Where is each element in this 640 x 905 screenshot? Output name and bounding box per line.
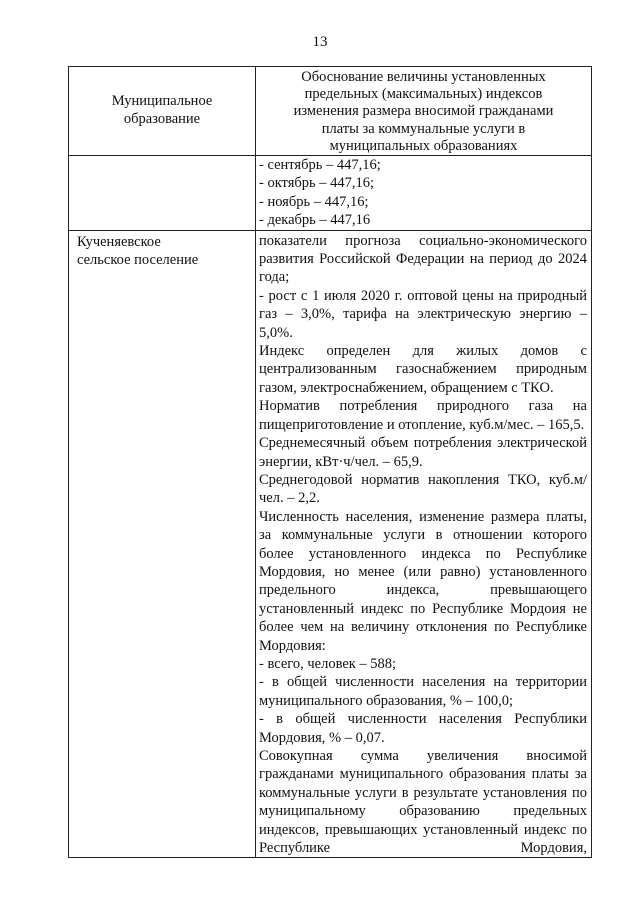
- list-item: - декабрь – 447,16: [259, 212, 371, 229]
- municipality-justification: [256, 230, 592, 858]
- paragraph: - всего, человек – 588;: [259, 655, 397, 672]
- paragraph: - в общей численности населения Республики Мордовия, % – 0,07.: [259, 711, 587, 746]
- list-item: - сентябрь – 447,16;: [259, 157, 381, 173]
- list-item: - октябрь – 447,16;: [259, 175, 375, 192]
- header-col2-line: платы за коммунальные услуги в: [321, 120, 526, 137]
- header-col1-line: Муниципальное: [111, 92, 213, 109]
- list-item: - ноябрь – 447,16;: [259, 193, 369, 210]
- paragraph: показатели прогноза социально-экономического развития Российской Федерации на период до 2024 года;: [259, 232, 587, 286]
- header-col2-line: Обоснование величины установленных: [301, 69, 546, 85]
- header-col2-line: муниципальных образованиях: [329, 137, 518, 154]
- paragraph: Среднегодовой норматив накопления ТКО, куб.м/чел. – 2,2.: [259, 471, 587, 507]
- paragraph: Совокупная сумма увеличения вносимой гражданами муниципального образования платы за коммунальные услуги в результате установления по муниципальному образованию предельных индексов, превышающих установленный индекс по Республике Мордовия,: [259, 748, 587, 857]
- header-col2-line: предельных (максимальных) индексов: [304, 86, 543, 103]
- header-justification: [256, 67, 592, 156]
- municipality-name-line: сельское поселение: [77, 252, 199, 269]
- continuation-municipality: [69, 156, 256, 231]
- paragraph: Среднемесячный объем потребления электрической энергии, кВт·ч/чел. – 65,9.: [259, 435, 587, 470]
- header-col1-line: образование: [123, 111, 201, 127]
- paragraph: Норматив потребления природного газа на пищеприготовление и отопление, куб.м/мес. – 165,5.: [259, 398, 587, 433]
- paragraph: Индекс определен для жилых домов с централизованным газоснабжением природным газом, электроснабжением, обращением с ТКО.: [259, 343, 587, 396]
- justification-table: [68, 66, 592, 858]
- municipality-name-line: Кученяевское: [77, 233, 161, 250]
- table-header-row: [69, 67, 592, 156]
- municipality-name: [69, 230, 256, 858]
- continuation-values: [256, 156, 592, 231]
- header-municipality: [69, 67, 256, 156]
- paragraph: - рост с 1 июля 2020 г. оптовой цены на природный газ – 3,0%, тарифа на электрическую энергию – 5,0%.: [259, 287, 587, 341]
- municipality-row: [69, 230, 592, 858]
- paragraph: - в общей численности населения на территории муниципального образования, % – 100,0;: [259, 674, 587, 709]
- page-number: 13: [312, 34, 328, 50]
- continuation-row: [69, 156, 592, 231]
- paragraph: Численность населения, изменение размера платы, за коммунальные услуги в отношении которого более установленного индекса по Республике Мордовия, но менее (или равно) установленного предельного индекса, превышающего установленный индекс по Республике Мордоия не более чем на величину отклонения по Республике Мордовия:: [259, 508, 587, 654]
- header-col2-line: изменения размера вносимой гражданами: [293, 103, 554, 120]
